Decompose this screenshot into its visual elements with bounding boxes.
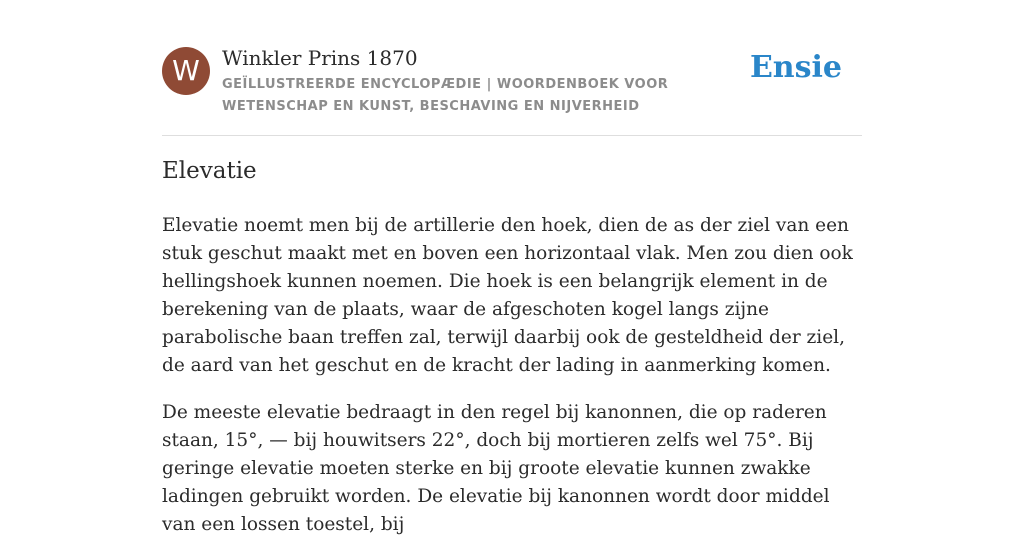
source-header <box>162 44 862 116</box>
entry-paragraph: De meeste elevatie bedraagt in den regel bij kanonnen, die op raderen staan, 15°, — bij houwitsers 22°, doch bij mortieren zelfs wel 75°. Bij geringe elevatie moeten sterke en bij groote elevatie kunnen zwakke ladingen gebruikt worden. De elevatie bij kanonnen wordt door middel van een lossen toestel, bij <box>162 402 830 535</box>
header-divider <box>162 135 862 136</box>
entry-body <box>162 212 862 558</box>
ensie-logo-link[interactable]: Ensie <box>749 50 842 85</box>
source-title[interactable]: Winkler Prins 1870 <box>222 46 418 70</box>
entry-paragraph: Elevatie noemt men bij de artillerie den hoek, dien de as der ziel van een stuk geschut maakt met en boven een horizontaal vlak. Men zou dien ook hellingshoek kunnen noemen. Die hoek is een belangrijk element in de berekening van de plaats, waar de afgeschoten kogel langs zijne parabolische baan treffen zal, terwijl daarbij ook de gesteldheid der ziel, de aard van het geschut en de kracht der lading in aanmerking komen. <box>162 215 853 376</box>
source-avatar[interactable]: W <box>162 47 210 95</box>
source-subtitle: GEÏLLUSTREERDE ENCYCLOPÆDIE | WOORDENBOEK VOOR WETENSCHAP EN KUNST, BESCHAVING EN NIJVERHEID <box>222 77 669 114</box>
entry-title: Elevatie <box>162 158 257 184</box>
